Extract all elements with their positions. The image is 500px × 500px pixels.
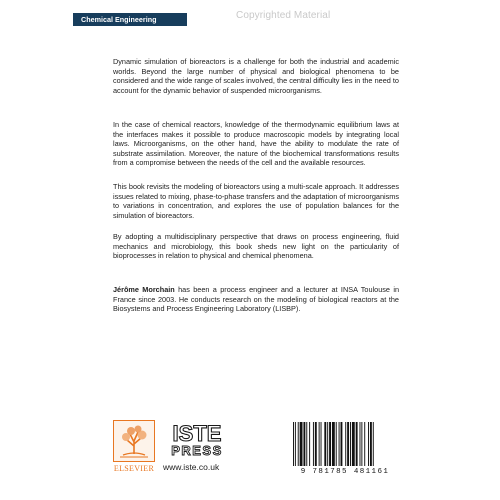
barcode-bar [327, 422, 328, 466]
iste-website[interactable]: www.iste.co.uk [163, 462, 220, 472]
barcode-bar [352, 422, 355, 466]
barcode-bar [368, 422, 369, 466]
blurb-paragraph-1: Dynamic simulation of bioreactors is a challenge for both the industrial and academic worlds. Beyond the large number of physical and biological phenomena to be considered and the wide range of scales involved, the central difficulty lies in the need to account for the dynamic behavior of suspended microorganisms. [113, 57, 399, 95]
barcode-bar [300, 422, 303, 466]
barcode-bar [319, 422, 320, 466]
iste-logo-subword: PRESS [171, 443, 223, 458]
barcode-bar [313, 422, 314, 466]
barcode-bar [315, 422, 317, 466]
barcode-bar [309, 422, 310, 466]
publisher-row [113, 420, 403, 480]
category-label: Chemical Engineering [73, 13, 187, 26]
iste-press-logo [163, 420, 231, 458]
barcode-bar [321, 422, 322, 466]
isbn-barcode [289, 420, 401, 468]
iste-logo-word: ISTE [172, 421, 222, 446]
barcode-bar [341, 422, 343, 466]
isbn-number: 9 781785 481161 [300, 468, 390, 476]
copyright-watermark: Copyrighted Material [236, 10, 331, 21]
barcode-bar [336, 422, 337, 466]
barcode-bar [370, 422, 372, 466]
barcode-bar [332, 422, 335, 466]
barcode-bar [293, 422, 294, 466]
barcode-bar [306, 422, 307, 466]
barcode-bar [364, 422, 365, 466]
author-bio-text: has been a process engineer and a lecturer at INSA Toulouse in France since 2003. He conducts research on the modeling of biological reactors at the Biosystems and Process Engineering Laboratory (LISBP). [113, 285, 399, 314]
blurb-paragraph-2: In the case of chemical reactors, knowledge of the thermodynamic equilibrium laws at the interfaces makes it possible to produce macroscopic models by integrating local laws. Microorganisms, on the other hand, have the ability to modulate the rate of substrate assimilation. Moreover, the nature of the biochemical transformations results from a compromise between the needs of the cell and the available resources. [113, 120, 399, 168]
elsevier-name: ELSEVIER [113, 464, 155, 473]
barcode-bar [295, 422, 296, 466]
author-name: Jérôme Morchain [113, 285, 175, 294]
barcode-bar [303, 422, 305, 466]
barcode-bar [360, 422, 361, 466]
barcode-bar [350, 422, 351, 466]
barcode-bar [339, 422, 340, 466]
barcode-bar [356, 422, 358, 466]
author-bio [113, 285, 399, 314]
blurb-paragraph-4: By adopting a multidisciplinary perspective that draws on process engineering, fluid mechanics and microbiology, this book sheds new light on the particularity of bioprocesses in relation to physical and chemical phenomena. [113, 232, 399, 261]
barcode-bar [345, 422, 346, 466]
barcode-bar [298, 422, 299, 466]
barcode-bar [329, 422, 331, 466]
elsevier-tree-logo [113, 420, 155, 462]
barcode-bar [324, 422, 326, 466]
blurb-paragraph-3: This book revisits the modeling of bioreactors using a multi-scale approach. It addresses issues related to mixing, phase-to-phase transfers and the adaptation of microorganisms to variations in concentration, and explores the use of population balances for the simulation of bioreactors. [113, 182, 399, 220]
barcode-bar [373, 422, 374, 466]
barcode-bar [361, 422, 362, 466]
barcode-bar [347, 422, 349, 466]
